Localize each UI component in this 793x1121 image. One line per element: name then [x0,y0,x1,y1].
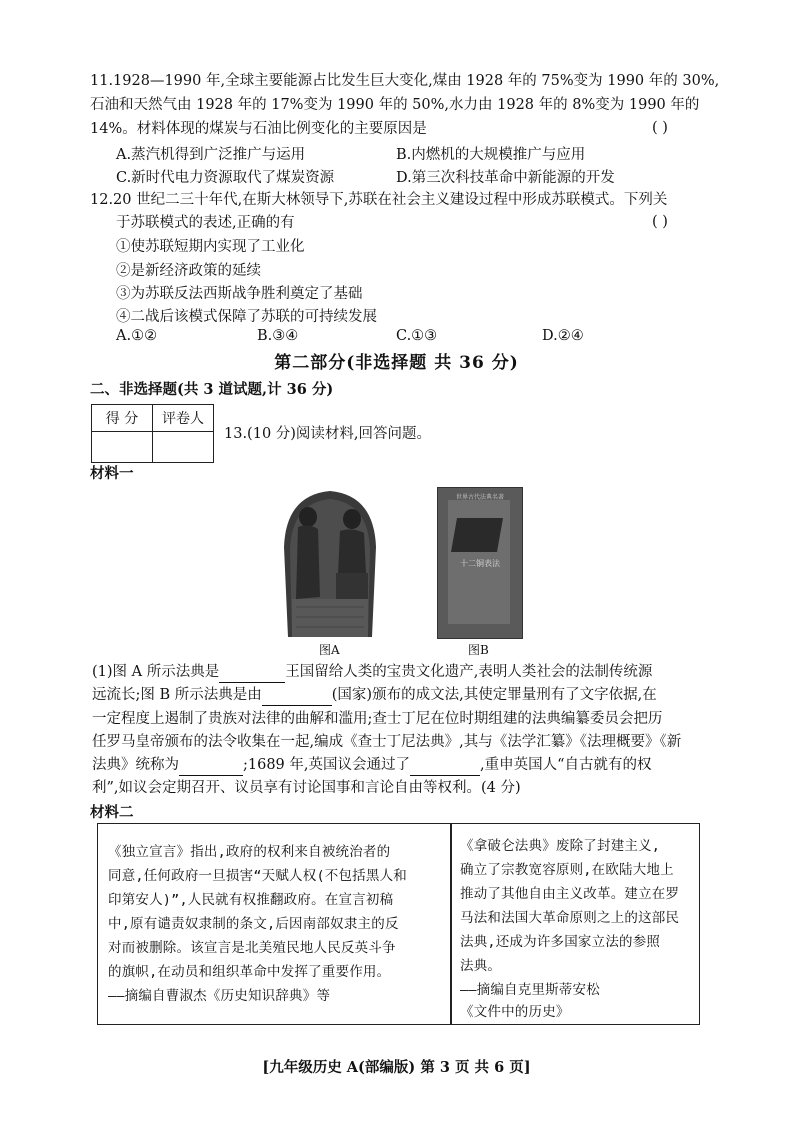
section-title: 二、非选择题(共 3 道试题,计 36 分) [90,381,334,398]
q13-part1-line4: 任罗马皇帝颁布的法令收集在一起,编成《查士丁尼法典》,其与《法学汇纂》《法理概要》《新 [92,734,682,750]
q12-option-a: A.①② [116,328,158,344]
q12-item-1: ①使苏联短期内实现了工业化 [116,239,305,255]
book-cover-title: 十二铜表法 [460,559,500,568]
q12-line1: 12.20 世纪二三十年代,在斯大林领导下,苏联在社会主义建设过程中形成苏联模式。下列关 [90,192,668,208]
napoleon-text-line: 马法和法国大革命原则之上的这部民 [460,910,680,926]
q13-part1-line2 [92,684,657,706]
q12-option-c: C.①③ [396,328,438,344]
grader-label: 评卷人 [153,405,214,432]
napoleon-text-line: 推动了其他自由主义改革。建立在罗 [460,886,680,902]
q13-text: 远流长;图 B 所示法典是由 [92,687,262,703]
q13-text: 法典》统称为 [92,757,179,773]
material2-label: 材料二 [90,804,134,821]
q13-part1-line1 [92,661,652,683]
q13-text: 王国留给人类的宝贵文化遗产,表明人类社会的法制传统源 [285,664,653,680]
q13-prompt: 13.(10 分)阅读材料,回答问题。 [224,426,432,442]
answer-blank[interactable] [410,759,480,776]
q12-item-3: ③为苏联反法西斯战争胜利奠定了基础 [116,286,363,302]
q11-option-b: B.内燃机的大规模推广与应用 [396,147,586,163]
napoleon-text-line: 法典。 [460,958,502,974]
q12-option-b: B.③④ [257,328,299,344]
independence-text-line: 《独立宣言》指出,政府的权利来自被统治者的 [108,844,391,860]
grader-cell [153,432,214,463]
independence-text-line: 中,原有谴责奴隶制的条文,后因南部奴隶主的反 [108,916,399,932]
score-table [91,404,214,463]
q13-text: (1)图 A 所示法典是 [92,664,220,680]
q13-text: ;1689 年,英国议会通过了 [243,757,411,773]
q12-answer-paren: ( ) [652,214,668,230]
answer-blank[interactable] [179,759,243,776]
book-cover-header: 世界古代法典名著 [455,494,504,501]
q11-option-d: D.第三次科技革命中新能源的开发 [396,170,615,186]
figure-a-caption: 图A [319,643,340,657]
page-footer: [九年级历史 A(部编版) 第 3 页 共 6 页] [262,1059,531,1076]
q11-line3: 14%。材料体现的煤炭与石油比例变化的主要原因是 [90,121,427,137]
q13-text: (国家)颁布的成文法,其使定罪量刑有了文字依据,在 [331,687,657,703]
independence-text-line: 同意,任何政府一旦损害“天赋人权(不包括黑人和 [108,868,407,884]
hammurabi-stele-image [274,487,386,637]
q11-line2: 石油和天然气由 1928 年的 17%变为 1990 年的 50%,水力由 1928 年的 8%变为 1990 年的 [90,97,700,113]
independence-text-line: 的旗帜,在动员和组织革命中发挥了重要作用。 [108,964,391,980]
q12-item-2: ②是新经济政策的延续 [116,263,261,279]
independence-text-line: 对而被删除。该宣言是北美殖民地人民反英斗争 [108,940,396,956]
napoleon-text-line: 确立了宗教宽容原则,在欧陆大地上 [460,862,674,878]
independence-source: ——摘编自曹淑杰《历史知识辞典》等 [108,988,331,1004]
independence-text-line: 印第安人)”,人民就有权推翻政府。在宣言初稿 [108,892,394,908]
twelve-tables-book-image [437,487,523,639]
q12-option-d: D.②④ [542,328,584,344]
q13-part1-line5 [92,754,652,776]
part2-title: 第二部分(非选择题 共 36 分) [274,353,519,373]
material1-label: 材料一 [90,465,134,482]
q12-item-4: ④二战后该模式保障了苏联的可持续发展 [116,309,377,325]
score-label: 得 分 [92,405,153,432]
box-divider [450,824,452,1024]
q11-answer-paren: ( ) [652,120,668,136]
q13-part1-line3: 一定程度上遏制了贵族对法律的曲解和滥用;查士丁尼在位时期组建的法典编纂委员会把历 [92,711,663,727]
q11-line1: 11.1928—1990 年,全球主要能源占比发生巨大变化,煤由 1928 年的 75%变为 1990 年的 30%, [90,73,720,89]
q11-option-a: A.蒸汽机得到广泛推广与运用 [116,147,306,163]
q11-option-c: C.新时代电力资源取代了煤炭资源 [116,170,335,186]
napoleon-source-title: 《文件中的历史》 [460,1004,570,1020]
material2-box [97,823,700,1025]
score-cell [92,432,153,463]
answer-blank[interactable] [262,689,332,706]
book-cover-plate [451,518,503,552]
napoleon-text-line: 《拿破仑法典》废除了封建主义, [460,838,661,854]
napoleon-source: ——摘编自克里斯蒂安松 [460,982,600,998]
answer-blank[interactable] [219,666,285,683]
q13-part1-line6: 利”,如议会定期召开、议员享有讨论国事和言论自由等权利。(4 分) [92,780,521,796]
q13-text: ,重申英国人“自古就有的权 [480,757,652,773]
q12-line2: 于苏联模式的表述,正确的有 [116,215,295,231]
figure-b-caption: 图B [468,643,489,657]
napoleon-text-line: 法典,还成为许多国家立法的参照 [460,934,661,950]
